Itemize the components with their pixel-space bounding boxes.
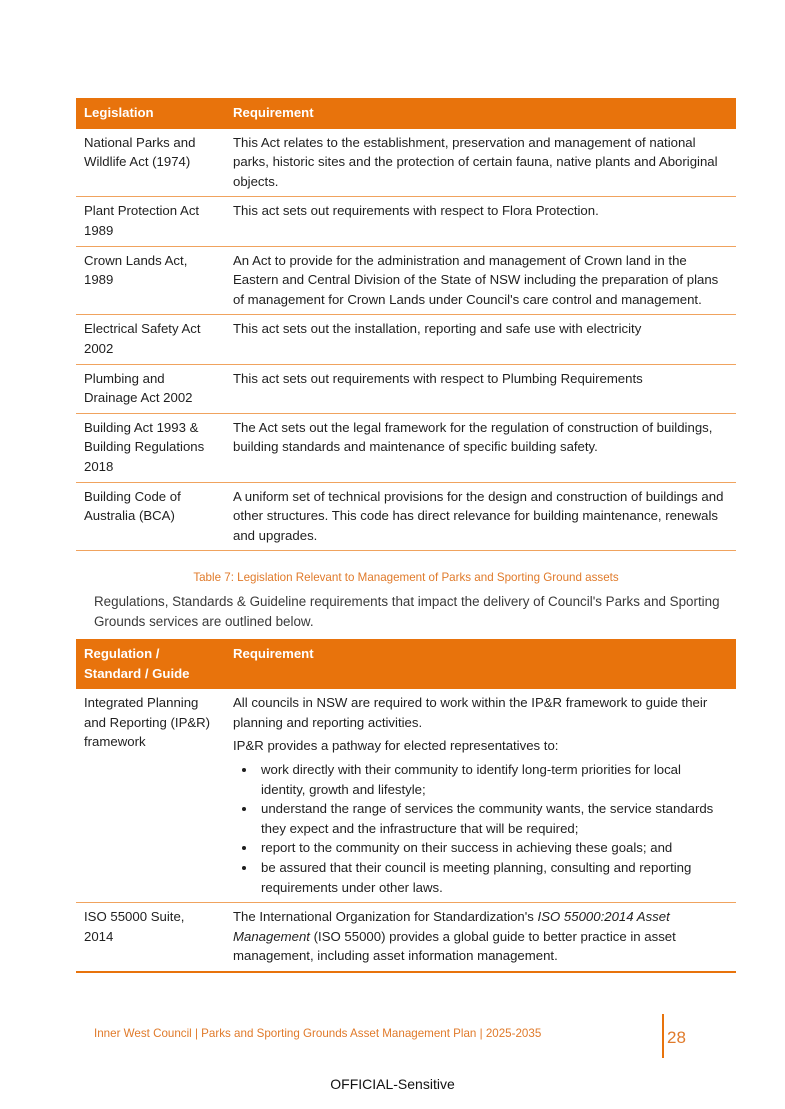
table-row <box>76 364 736 413</box>
requirement-cell: An Act to provide for the administration and management of Crown land in the Eastern and Central Division of the State of NSW including the preparation of plans of management for Crown Lands under Council's care control and management. <box>225 246 736 315</box>
table-row <box>76 315 736 364</box>
column-header-regulation: Regulation / Standard / Guide <box>76 639 225 689</box>
table-row <box>76 413 736 482</box>
legislation-cell: Plant Protection Act 1989 <box>76 197 225 246</box>
column-header-requirement: Requirement <box>225 639 736 689</box>
legislation-table <box>76 98 736 551</box>
requirement-cell: The Act sets out the legal framework for the regulation of construction of buildings, building standards and maintenance of specific building safety. <box>225 413 736 482</box>
requirement-paragraph: All councils in NSW are required to work within the IP&R framework to guide their planning and reporting activities. <box>233 695 708 730</box>
requirement-text: (ISO 55000) provides a global guide to better practice in asset management, including asset information management. <box>233 928 676 964</box>
table-caption: Table 7: Legislation Relevant to Management of Parks and Sporting Ground assets <box>193 571 619 584</box>
legislation-cell: Crown Lands Act, 1989 <box>76 246 225 315</box>
table-row <box>76 129 736 197</box>
requirement-cell: A uniform set of technical provisions for the design and construction of buildings and other structures. This code has direct relevance for building maintenance, renewals and upgrades. <box>225 482 736 551</box>
requirement-cell: This Act relates to the establishment, preservation and management of national parks, historic sites and the protection of certain fauna, native plants and Aboriginal objects. <box>225 129 736 197</box>
intro-paragraph: Regulations, Standards & Guideline requirements that impact the delivery of Council's Parks and Sporting Grounds services are outlined below. <box>94 594 720 629</box>
requirement-cell: This act sets out requirements with respect to Flora Protection. <box>225 197 736 246</box>
table-row <box>76 246 736 315</box>
footer-divider <box>662 1014 664 1058</box>
standard-title: ISO 55000:2014 Asset Management <box>233 909 670 944</box>
list-item: • be assured that their council is meeting planning, consulting and reporting requirements under other laws. <box>257 858 728 897</box>
table-row <box>76 482 736 551</box>
column-header-requirement: Requirement <box>225 98 736 129</box>
regulation-cell: Integrated Planning and Reporting (IP&R) framework <box>76 689 225 902</box>
table-row <box>76 903 736 972</box>
regulation-cell: ISO 55000 Suite, 2014 <box>76 903 225 972</box>
requirement-cell: This act sets out the installation, reporting and safe use with electricity <box>225 315 736 364</box>
regulations-table <box>76 639 736 973</box>
legislation-cell: Building Code of Australia (BCA) <box>76 482 225 551</box>
legislation-cell: National Parks and Wildlife Act (1974) <box>76 129 225 197</box>
list-item: • work directly with their community to identify long-term priorities for local identity, growth and lifestyle; <box>257 760 728 799</box>
footer-text: Inner West Council | Parks and Sporting Grounds Asset Management Plan | 2025-2035 <box>94 1027 542 1040</box>
table-header-row <box>76 639 736 689</box>
requirement-text: The International Organization for Standardization's <box>233 909 538 925</box>
requirement-cell: This act sets out requirements with respect to Plumbing Requirements <box>225 364 736 413</box>
requirement-paragraph: IP&R provides a pathway for elected representatives to: <box>233 738 559 754</box>
page-number: 28 <box>667 1028 686 1047</box>
legislation-cell: Electrical Safety Act 2002 <box>76 315 225 364</box>
list-item: • understand the range of services the community wants, the service standards they expect and the infrastructure that will be required; <box>257 799 728 838</box>
legislation-cell: Plumbing and Drainage Act 2002 <box>76 364 225 413</box>
table-header-row <box>76 98 736 129</box>
requirement-cell <box>225 689 736 902</box>
classification-label: OFFICIAL-Sensitive <box>330 1076 455 1092</box>
table-row <box>76 689 736 902</box>
legislation-cell: Building Act 1993 & Building Regulations 2018 <box>76 413 225 482</box>
table-row <box>76 197 736 246</box>
column-header-legislation: Legislation <box>76 98 225 129</box>
bullet-list <box>233 760 728 897</box>
list-item: • report to the community on their success in achieving these goals; and <box>257 838 728 858</box>
requirement-cell <box>225 903 736 972</box>
